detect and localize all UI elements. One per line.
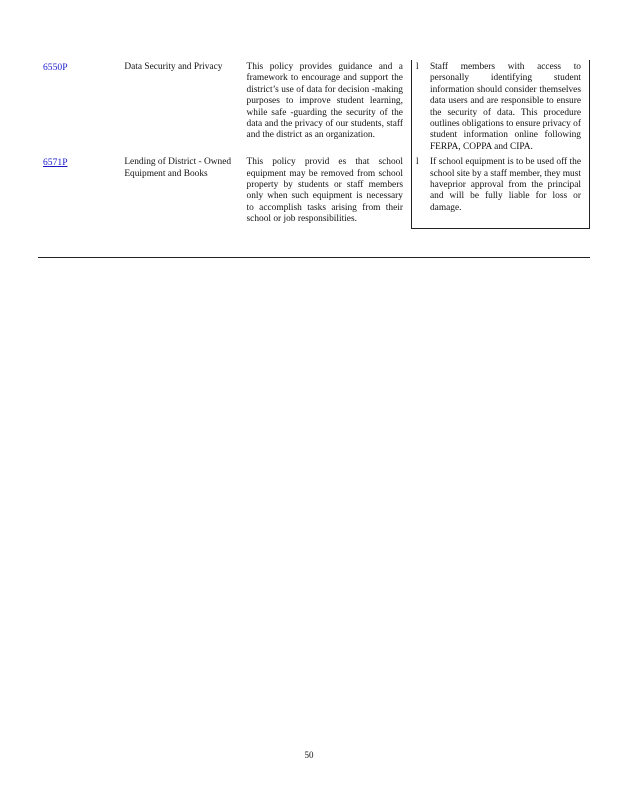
policy-description: This policy provid es that school equipment may be removed from school property by students or staff members only when such equipment is necessary to accomplish tasks arising from their school or job responsibilities.: [246, 157, 403, 225]
policy-code-cell: [38, 156, 124, 228]
policy-description-cell: [247, 60, 412, 156]
table-row: [38, 156, 590, 228]
procedure-text: If school equipment is to be used off the school site by a staff member, they must haveprior approval from the principal and will be fully liable for loss or damage.: [429, 157, 581, 213]
bullet-icon: l: [415, 62, 419, 72]
policy-description-cell: [247, 156, 412, 228]
bullet-icon: l: [415, 157, 419, 168]
table-row: [38, 60, 590, 156]
policy-title: Lending of District - Owned Equipment and Books: [124, 157, 232, 179]
table-bottom-rule: [38, 257, 590, 258]
policy-description: This policy provides guidance and a framework to encourage and support the district’s use of data for decision -making purposes to improve student learning, while safe -guarding the security of the data and the privacy of our students, staff and the district as an organization.: [246, 62, 403, 141]
procedure-cell: [411, 156, 589, 228]
policy-title: Data Security and Privacy: [124, 62, 223, 72]
policy-title-cell: [124, 156, 246, 228]
policy-code-link[interactable]: 6550P: [43, 62, 68, 73]
policy-code-cell: [38, 60, 124, 156]
page-number: 50: [304, 750, 314, 760]
policy-title-cell: [124, 60, 246, 156]
procedure-text: Staff members with access to personally identifying student information should consider themselves data users and are responsible to ensure the security of data. This procedure outlines obligations to ensure privacy of student information online following FERPA, COPPA and CIPA.: [429, 62, 581, 152]
policy-table: [38, 60, 590, 229]
procedure-cell: [411, 60, 589, 156]
policy-code-link[interactable]: 6571P: [43, 157, 68, 169]
